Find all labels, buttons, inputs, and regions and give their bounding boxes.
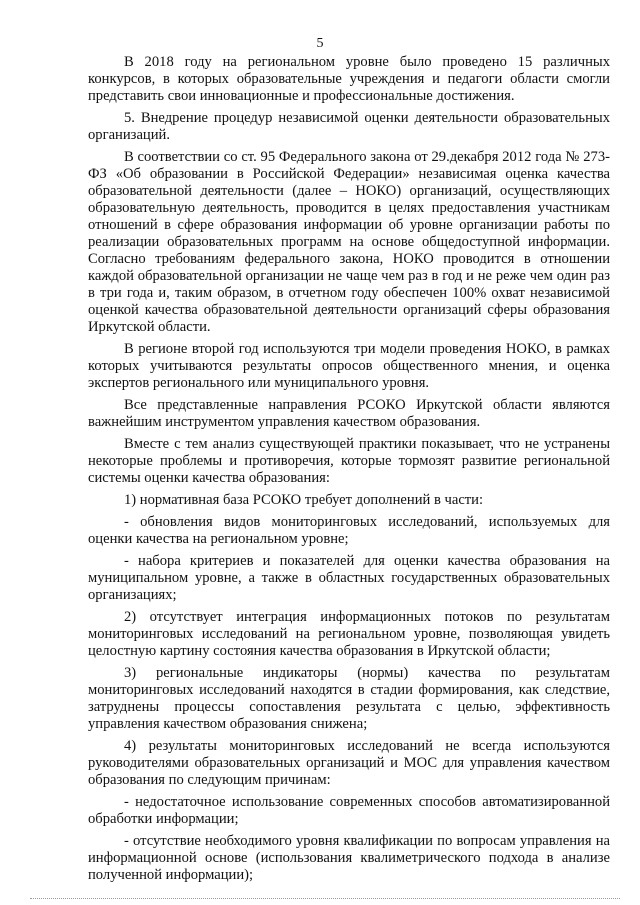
paragraph-problems-intro: Вместе с тем анализ существующей практики показывает, что не устранены некоторые проблемы и противоречия, которые тормозят развитие региональной системы оценки качества образования:	[88, 436, 610, 486]
section-heading-noko: 5. Внедрение процедур независимой оценки деятельности образовательных организаций.	[88, 110, 610, 143]
scan-edge-line	[30, 898, 620, 899]
page-number: 5	[316, 36, 324, 51]
list-item-2: 2) отсутствует интеграция информационных потоков по результатам мониторинговых исследований на региональном уровне, позволяющая увидеть целостную картину состояния качества образования в Иркутской области;	[88, 609, 610, 659]
paragraph-rsoko-directions: Все представленные направления РСОКО Иркутской области являются важнейшим инструментом управления качеством образования.	[88, 397, 610, 430]
paragraph-contests: В 2018 году на региональном уровне было проведено 15 различных конкурсов, в которых образовательные учреждения и педагоги области смогли представить свои инновационные и профессиональные достижения.	[88, 54, 610, 104]
list-subitem-monitoring-types: - обновления видов мониторинговых исследований, используемых для оценки качества на региональном уровне;	[88, 514, 610, 547]
list-subitem-qualification: - отсутствие необходимого уровня квалификации по вопросам управления на информационной основе (использования квалиметрического подхода в анализе полученной информации);	[88, 833, 610, 883]
list-subitem-criteria: - набора критериев и показателей для оценки качества образования на муниципальном уровне, а также в областных государственных образовательных организациях;	[88, 553, 610, 603]
list-item-4: 4) результаты мониторинговых исследований не всегда используются руководителями образовательных организаций и МОС для управления качеством образования по следующим причинам:	[88, 738, 610, 788]
document-body	[88, 54, 610, 884]
paragraph-noko-models: В регионе второй год используются три модели проведения НОКО, в рамках которых учитываются результаты опросов общественного мнения, и оценка экспертов регионального или муниципального уровня.	[88, 341, 610, 391]
paragraph-federal-law: В соответствии со ст. 95 Федерального закона от 29.декабря 2012 года № 273-ФЗ «Об образовании в Российской Федерации» независимая оценка качества образовательной деятельности (далее – НОКО) организаций, осуществляющих образовательную деятельность, проводится в целях предоставления участникам отношений в сфере образования информации об уровне организации работы по реализации образовательных программ на основе общедоступной информации. Согласно требованиям федерального закона, НОКО проводится в отношении каждой образовательной организации не чаще чем раз в год и не реже чем один раз в три года и, таким образом, в отчетном году обеспечен 100% охват независимой оценкой качества образовательной деятельности организаций сферы образования Иркутской области.	[88, 149, 610, 335]
list-subitem-automation: - недостаточное использование современных способов автоматизированной обработки информации;	[88, 794, 610, 827]
list-item-1: 1) нормативная база РСОКО требует дополнений в части:	[124, 492, 484, 508]
list-item-3: 3) региональные индикаторы (нормы) качества по результатам мониторинговых исследований находятся в стадии формирования, как следствие, затруднены процессы сопоставления результата с целью, эффективность управления качеством образования снижена;	[88, 665, 610, 732]
